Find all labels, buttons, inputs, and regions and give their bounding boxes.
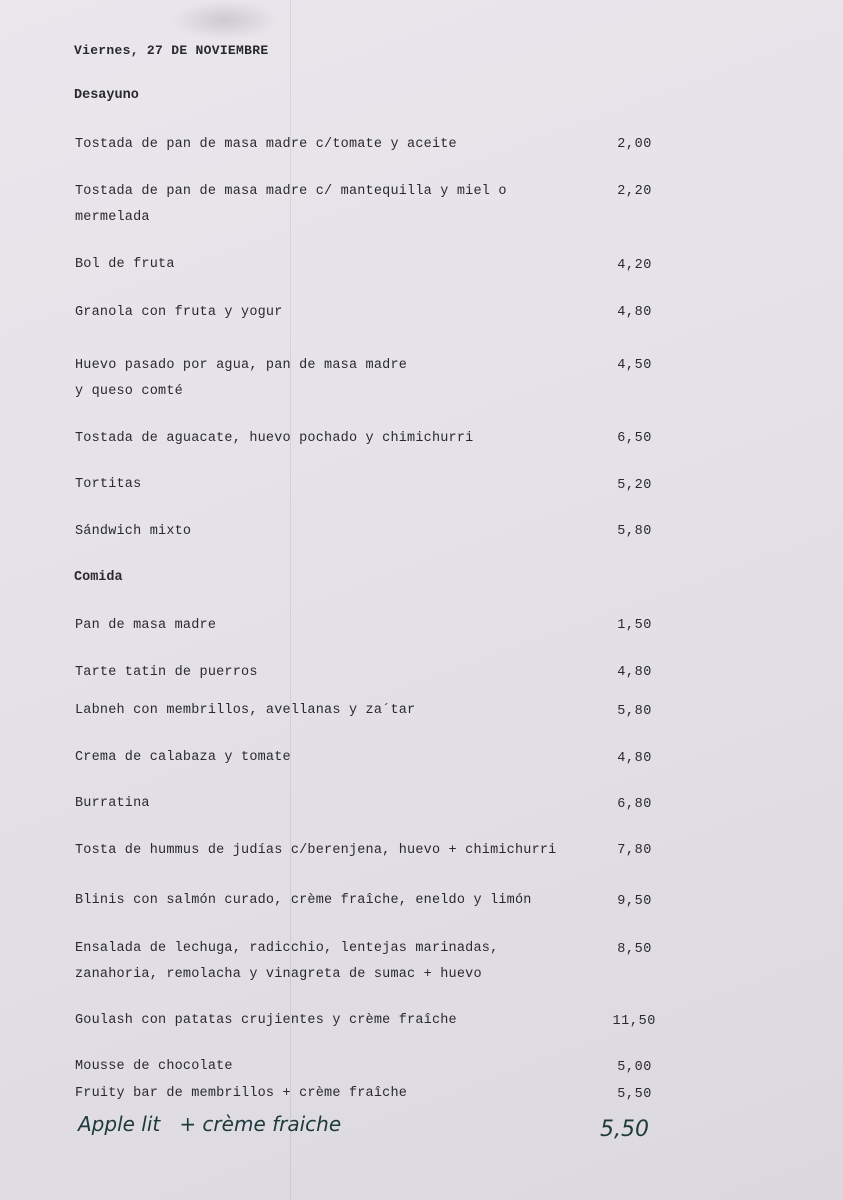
menu-item-price: 5,80: [617, 704, 652, 719]
menu-item: Crema de calabaza y tomate: [75, 750, 291, 765]
menu-item-price: 9,50: [617, 894, 652, 909]
menu-item-price: 6,80: [617, 797, 652, 812]
menu-item-price: 5,50: [617, 1087, 652, 1102]
menu-item-price: 6,50: [617, 431, 652, 446]
menu-item-price: 4,80: [617, 665, 652, 680]
menu-item-price: 4,20: [617, 258, 652, 273]
handwritten-price: 5,50: [600, 1117, 649, 1142]
menu-item: Huevo pasado por agua, pan de masa madre: [75, 358, 408, 373]
menu-item: Goulash con patatas crujientes y crème fraîche: [75, 1013, 457, 1028]
menu-item: Mousse de chocolate: [75, 1059, 233, 1074]
menu-date: Viernes, 27 DE NOVIEMBRE: [74, 43, 269, 58]
menu-item: Tarte tatin de puerros: [75, 665, 258, 680]
menu-item: Fruity bar de membrillos + crème fraîche: [75, 1086, 408, 1101]
menu-item-price: 4,80: [617, 751, 652, 766]
menu-item: Blinis con salmón curado, crème fraîche, eneldo y limón: [75, 893, 532, 908]
menu-item-line2: mermelada: [75, 210, 150, 225]
section-title-comida: Comida: [74, 570, 123, 585]
menu-item: Bol de fruta: [75, 257, 175, 272]
menu-item-price: 5,00: [617, 1060, 652, 1075]
menu-item-price: 4,50: [617, 358, 652, 373]
menu-item-price: 7,80: [617, 843, 652, 858]
menu-item-price: 4,80: [617, 305, 652, 320]
menu-item: Granola con fruta y yogur: [75, 305, 283, 320]
menu-item: Sándwich mixto: [75, 524, 192, 539]
menu-item-price: 11,50: [612, 1014, 656, 1029]
menu-item-line2: zanahoria, remolacha y vinagreta de sumac + huevo: [75, 967, 482, 982]
menu-item: Tortitas: [75, 477, 142, 492]
menu-item: Pan de masa madre: [75, 618, 217, 633]
menu-item-price: 1,50: [617, 618, 652, 633]
menu-item: Burratina: [75, 796, 150, 811]
menu-item-price: 2,20: [617, 184, 652, 199]
section-title-desayuno: Desayuno: [74, 88, 139, 103]
menu-item: Tostada de pan de masa madre c/tomate y aceite: [75, 137, 457, 152]
menu-item-price: 8,50: [617, 942, 652, 957]
menu-item: Tostada de pan de masa madre c/ mantequilla y miel o: [75, 184, 507, 199]
menu-item: Ensalada de lechuga, radicchio, lentejas marinadas,: [75, 941, 499, 956]
menu-item: Tostada de aguacate, huevo pochado y chimichurri: [75, 431, 474, 446]
menu-item: Labneh con membrillos, avellanas y za´tar: [75, 703, 416, 718]
handwritten-item: Apple lit + crème fraiche: [78, 1112, 342, 1136]
menu-item-price: 5,80: [617, 524, 652, 539]
menu-item: Tosta de hummus de judías c/berenjena, huevo + chimichurri: [75, 843, 557, 858]
menu-item-price: 2,00: [617, 137, 652, 152]
paper-stain: [170, 0, 280, 40]
menu-item-line2: y queso comté: [75, 384, 183, 399]
menu-item-price: 5,20: [617, 478, 652, 493]
